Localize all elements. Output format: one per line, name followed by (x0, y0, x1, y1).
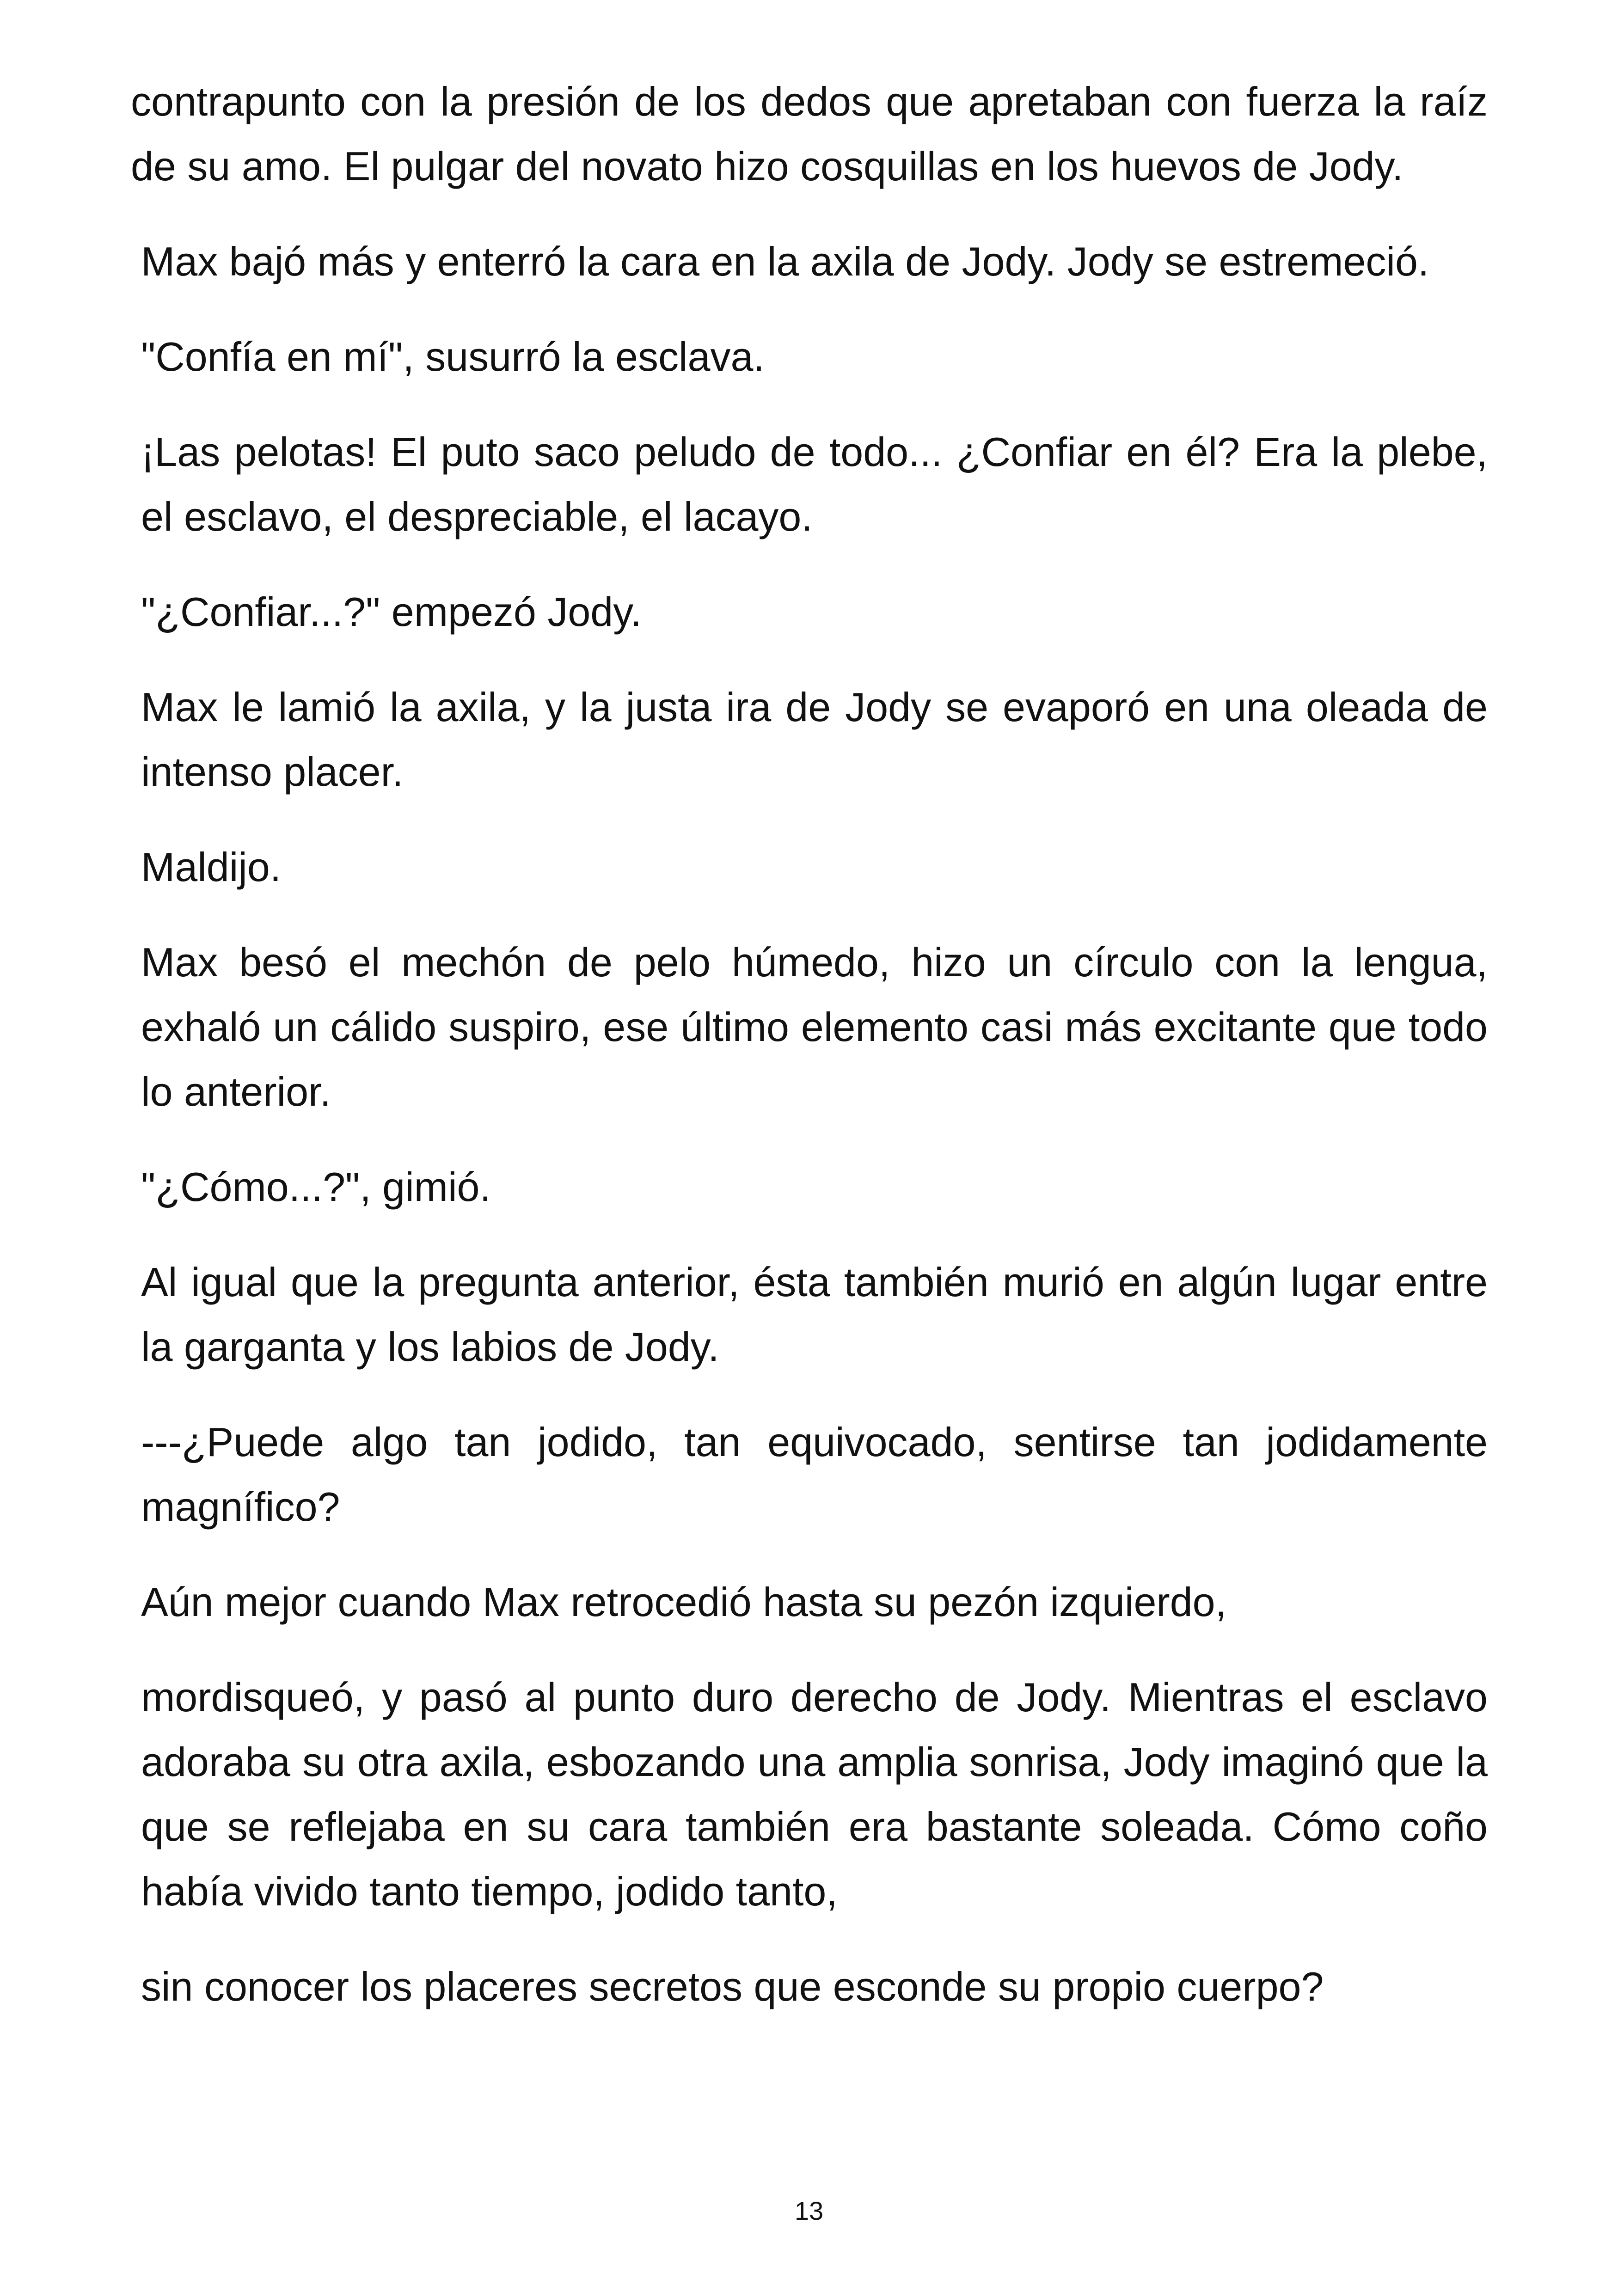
paragraph-5: "¿Confiar...?" empezó Jody. (141, 589, 642, 635)
paragraph-10: Al igual que la pregunta anterior, ésta también murió en algún lugar entre la garganta y los labios de Jody. (141, 1259, 1488, 1370)
paragraph-14: sin conocer los placeres secretos que esconde su propio cuerpo? (141, 1964, 1324, 2009)
paragraph-12: Aún mejor cuando Max retrocedió hasta su pezón izquierdo, (141, 1579, 1227, 1625)
paragraph-11: ---¿Puede algo tan jodido, tan equivocado, sentirse tan jodidamente magnífico? (141, 1419, 1488, 1530)
paragraph-3: "Confía en mí", susurró la esclava. (141, 334, 765, 380)
paragraph-1: contrapunto con la presión de los dedos que apretaban con fuerza la raíz de su amo. El pulgar del novato hizo cosquillas en los huevos de Jody. (131, 79, 1488, 189)
body-text (131, 69, 1488, 2050)
paragraph-9: "¿Cómo...?", gimió. (141, 1164, 491, 1210)
paragraph-8: Max besó el mechón de pelo húmedo, hizo un círculo con la lengua, exhaló un cálido suspiro, ese último elemento casi más excitante que todo lo anterior. (141, 939, 1488, 1114)
page-number: 13 (794, 2196, 824, 2225)
paragraph-13: mordisqueó, y pasó al punto duro derecho de Jody. Mientras el esclavo adoraba su otra axila, esbozando una amplia sonrisa, Jody imaginó que la que se reflejaba en su cara también era bastante soleada. Cómo coño había vivido tanto tiempo, jodido tanto, (141, 1674, 1488, 1914)
paragraph-2: Max bajó más y enterró la cara en la axila de Jody. Jody se estremeció. (141, 239, 1429, 284)
paragraph-4: ¡Las pelotas! El puto saco peludo de todo... ¿Confiar en él? Era la plebe, el esclavo, el despreciable, el lacayo. (141, 429, 1488, 539)
paragraph-6: Max le lamió la axila, y la justa ira de Jody se evaporó en una oleada de intenso placer. (141, 684, 1488, 795)
paragraph-7: Maldijo. (141, 844, 282, 890)
